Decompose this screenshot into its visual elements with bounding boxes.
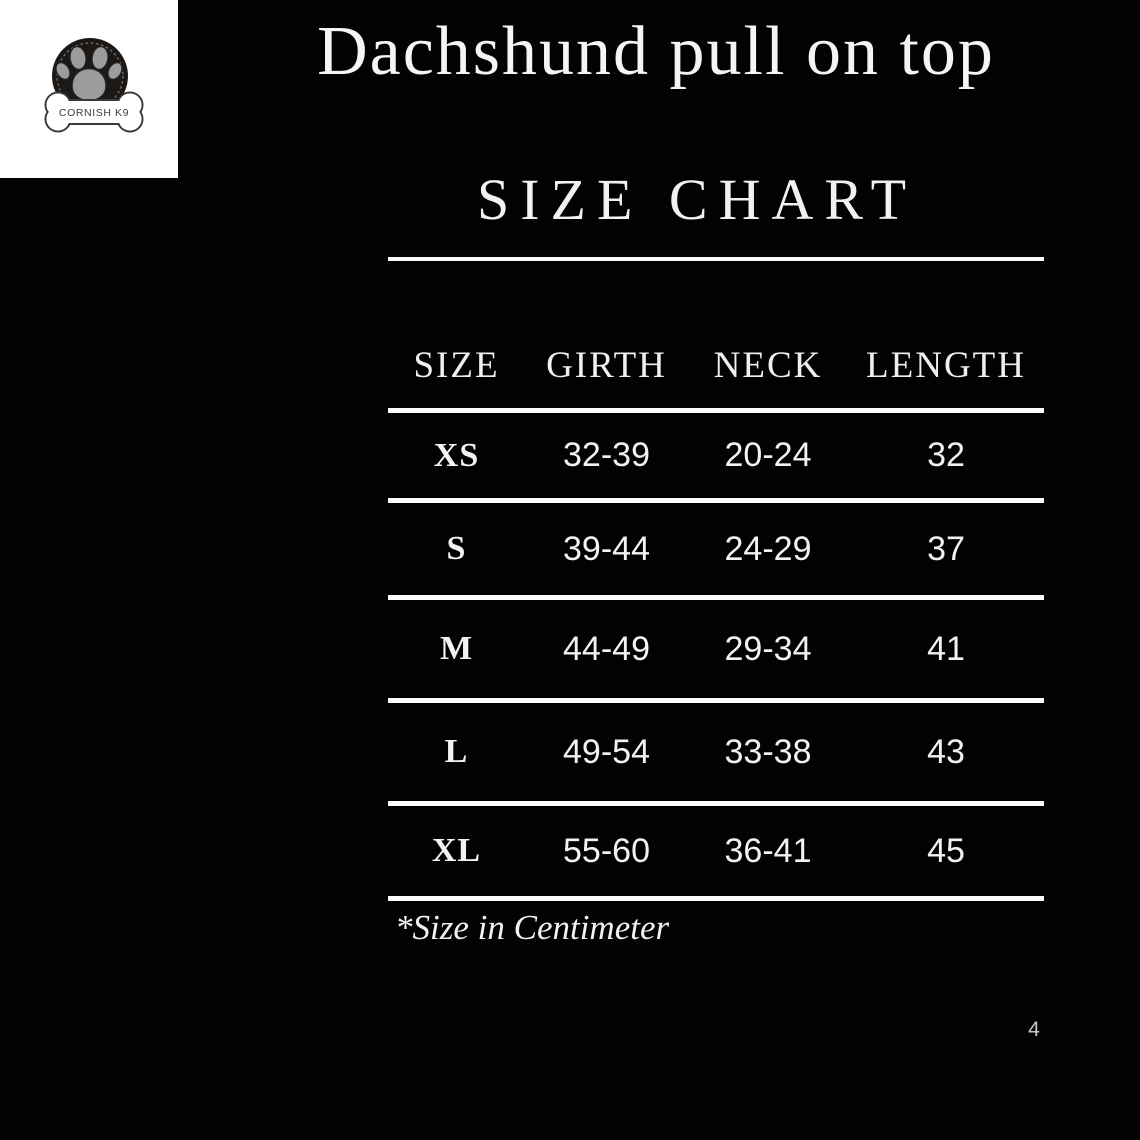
- logo-brand-text: CORNISH K9: [58, 107, 130, 119]
- girth-value: 39-44: [563, 529, 650, 568]
- column-header-length: LENGTH: [866, 344, 1026, 386]
- size-unit-footnote: *Size in Centimeter: [395, 908, 670, 947]
- length-value: 32: [927, 436, 965, 474]
- size-label: S: [446, 530, 467, 567]
- heading-divider: [388, 257, 1044, 261]
- size-label: L: [444, 733, 469, 770]
- column-header-neck: NECK: [713, 344, 823, 386]
- table-row-m: [388, 600, 1044, 703]
- neck-value: 20-24: [724, 436, 812, 474]
- product-title: Dachshund pull on top: [317, 13, 995, 90]
- length-value: 45: [927, 831, 965, 870]
- length-value: 43: [927, 732, 965, 771]
- brand-logo-box: [0, 0, 178, 178]
- table-row-xs: [388, 413, 1044, 503]
- size-label: XS: [433, 436, 480, 474]
- neck-value: 36-41: [724, 831, 812, 870]
- length-value: 41: [927, 629, 965, 668]
- girth-value: 44-49: [563, 629, 650, 668]
- cornish-k9-logo-icon: [0, 0, 178, 178]
- girth-value: 55-60: [563, 831, 650, 870]
- size-label: M: [439, 630, 474, 667]
- girth-value: 49-54: [563, 732, 650, 771]
- size-table: [388, 322, 1044, 901]
- table-row-xl: [388, 806, 1044, 901]
- page-number: 4: [1028, 1018, 1040, 1041]
- table-row-l: [388, 703, 1044, 806]
- size-label: XL: [431, 832, 482, 869]
- neck-value: 24-29: [724, 529, 812, 568]
- table-row-s: [388, 503, 1044, 600]
- size-chart-heading: SIZE CHART: [476, 167, 918, 232]
- neck-value: 33-38: [724, 732, 812, 771]
- neck-value: 29-34: [724, 629, 812, 668]
- column-header-size: SIZE: [413, 344, 500, 386]
- table-header-row: [388, 322, 1044, 413]
- length-value: 37: [927, 529, 965, 568]
- girth-value: 32-39: [563, 436, 650, 474]
- column-header-girth: GIRTH: [546, 344, 667, 386]
